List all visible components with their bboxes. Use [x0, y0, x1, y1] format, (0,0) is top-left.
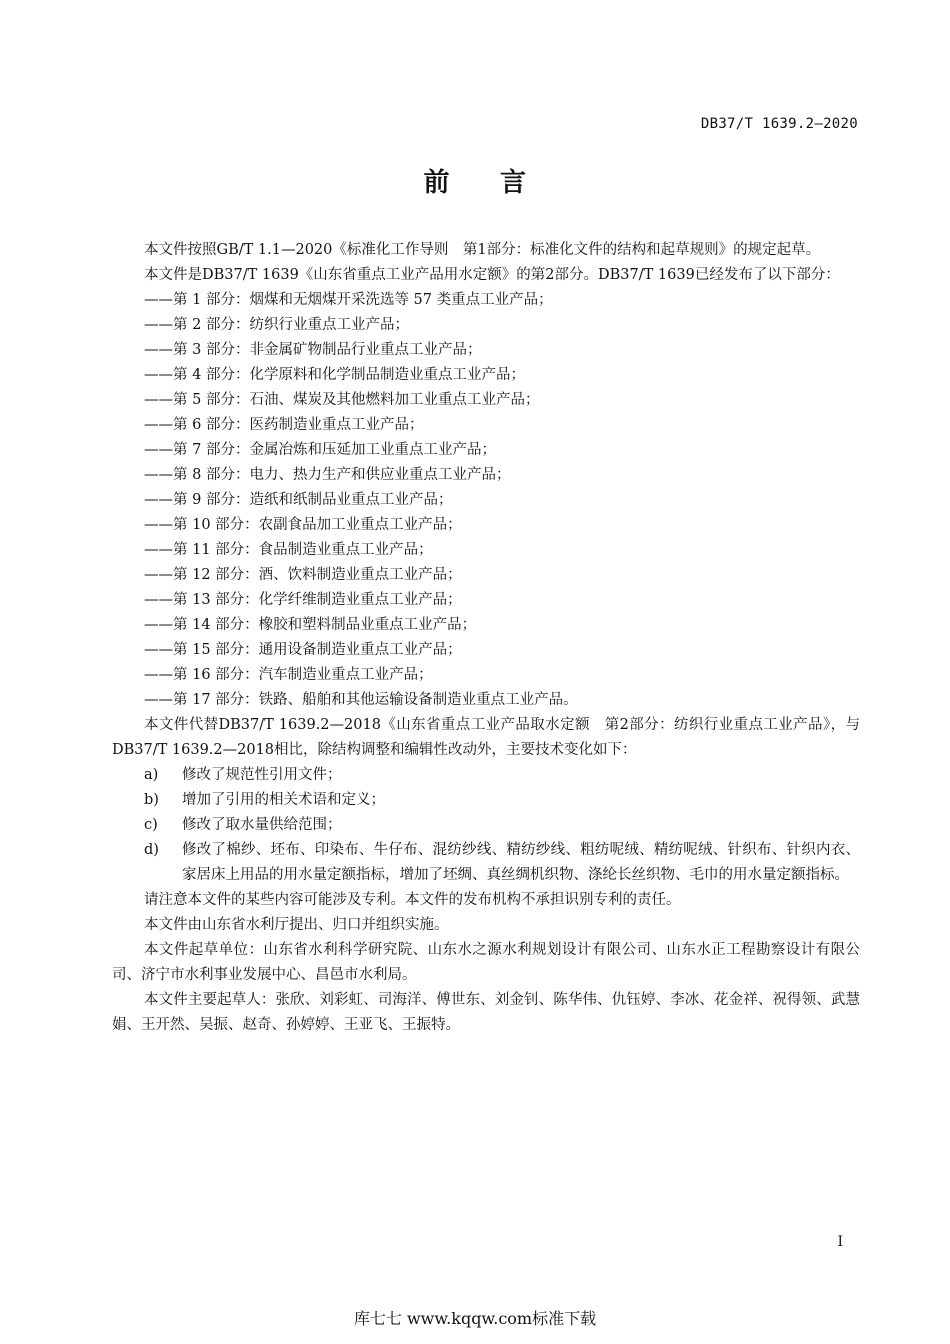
- part-list-item: ——第 1 部分：烟煤和无烟煤开采洗选等 57 类重点工业产品；: [144, 292, 553, 308]
- change-text: 修改了取水量供给范围；: [182, 817, 342, 833]
- document-code: DB37/T 1639.2—2020: [700, 116, 858, 132]
- paragraph-series-intro: 本文件是DB37/T 1639《山东省重点工业产品用水定额》的第2部分。DB37/T 1639已经发布了以下部分：: [144, 267, 840, 283]
- change-text: 修改了棉纱、坯布、印染布、牛仔布、混纺纱线、精纺纱线、粗纺呢绒、精纺呢绒、针织布、针织内衣、家居床上用品的用水量定额指标，增加了坯绸、真丝绸机织物、涤纶长丝织物、毛巾的用水量定额指标。: [182, 842, 860, 883]
- part-list-item: ——第 10 部分：农副食品加工业重点工业产品；: [144, 517, 462, 533]
- change-item: [112, 813, 860, 838]
- part-list-item: ——第 16 部分：汽车制造业重点工业产品；: [144, 667, 433, 683]
- part-list-item: ——第 14 部分：橡胶和塑料制品业重点工业产品；: [144, 617, 477, 633]
- change-marker: d): [144, 842, 159, 858]
- change-text: 增加了引用的相关术语和定义；: [182, 792, 385, 808]
- page-number: I: [837, 1234, 843, 1250]
- part-list-item: ——第 13 部分：化学纤维制造业重点工业产品；: [144, 592, 462, 608]
- part-list-item: ——第 8 部分：电力、热力生产和供应业重点工业产品；: [144, 467, 511, 483]
- paragraph-proposer: 本文件由山东省水利厅提出、归口并组织实施。: [144, 917, 449, 933]
- change-item: [112, 788, 860, 813]
- change-item: [112, 838, 860, 888]
- part-list-item: ——第 6 部分：医药制造业重点工业产品；: [144, 417, 424, 433]
- part-list-item: ——第 15 部分：通用设备制造业重点工业产品；: [144, 642, 462, 658]
- foreword-body: [112, 238, 860, 1038]
- part-list-item: ——第 11 部分：食品制造业重点工业产品；: [144, 542, 433, 558]
- paragraph-drafting-rules: 本文件按照GB/T 1.1—2020《标准化工作导则 第1部分：标准化文件的结构和起草规则》的规定起草。: [144, 242, 821, 258]
- paragraph-drafting-units: 本文件起草单位：山东省水利科学研究院、山东水之源水利规划设计有限公司、山东水正工程勘察设计有限公司、济宁市水利事业发展中心、昌邑市水利局。: [112, 942, 860, 983]
- part-list-item: ——第 9 部分：造纸和纸制品业重点工业产品；: [144, 492, 453, 508]
- title-char-2: 言: [500, 168, 527, 198]
- title-char-1: 前: [423, 168, 450, 198]
- paragraph-drafters: 本文件主要起草人：张欣、刘彩虹、司海洋、傅世东、刘金钊、陈华伟、仇钰婷、李冰、花金祥、祝得领、武慧娟、王开然、吴振、赵奇、孙婷婷、王亚飞、王振特。: [112, 992, 860, 1033]
- change-marker: b): [144, 792, 159, 808]
- part-list-item: ——第 7 部分：金属冶炼和压延加工业重点工业产品；: [144, 442, 496, 458]
- part-list-item: ——第 2 部分：纺织行业重点工业产品；: [144, 317, 409, 333]
- part-list-item: ——第 17 部分：铁路、船舶和其他运输设备制造业重点工业产品。: [144, 692, 578, 708]
- part-list-item: ——第 4 部分：化学原料和化学制品制造业重点工业产品；: [144, 367, 525, 383]
- paragraph-patent-notice: 请注意本文件的某些内容可能涉及专利。本文件的发布机构不承担识别专利的责任。: [144, 892, 681, 908]
- change-marker: a): [144, 767, 159, 783]
- change-marker: c): [144, 817, 158, 833]
- part-list-item: ——第 5 部分：石油、煤炭及其他燃料加工业重点工业产品；: [144, 392, 540, 408]
- paragraph-replacement: 本文件代替DB37/T 1639.2—2018《山东省重点工业产品取水定额 第2部分：纺织行业重点工业产品》，与DB37/T 1639.2—2018相比，除结构调整和编辑性改动外，主要技术变化如下：: [112, 717, 860, 758]
- part-list-item: ——第 3 部分：非金属矿物制品行业重点工业产品；: [144, 342, 482, 358]
- page-title: [0, 162, 950, 199]
- change-text: 修改了规范性引用文件；: [182, 767, 342, 783]
- change-item: [112, 763, 860, 788]
- part-list-item: ——第 12 部分：酒、饮料制造业重点工业产品；: [144, 567, 462, 583]
- footer-watermark-text: 库七七 www.kqqw.com标准下载: [353, 1309, 597, 1328]
